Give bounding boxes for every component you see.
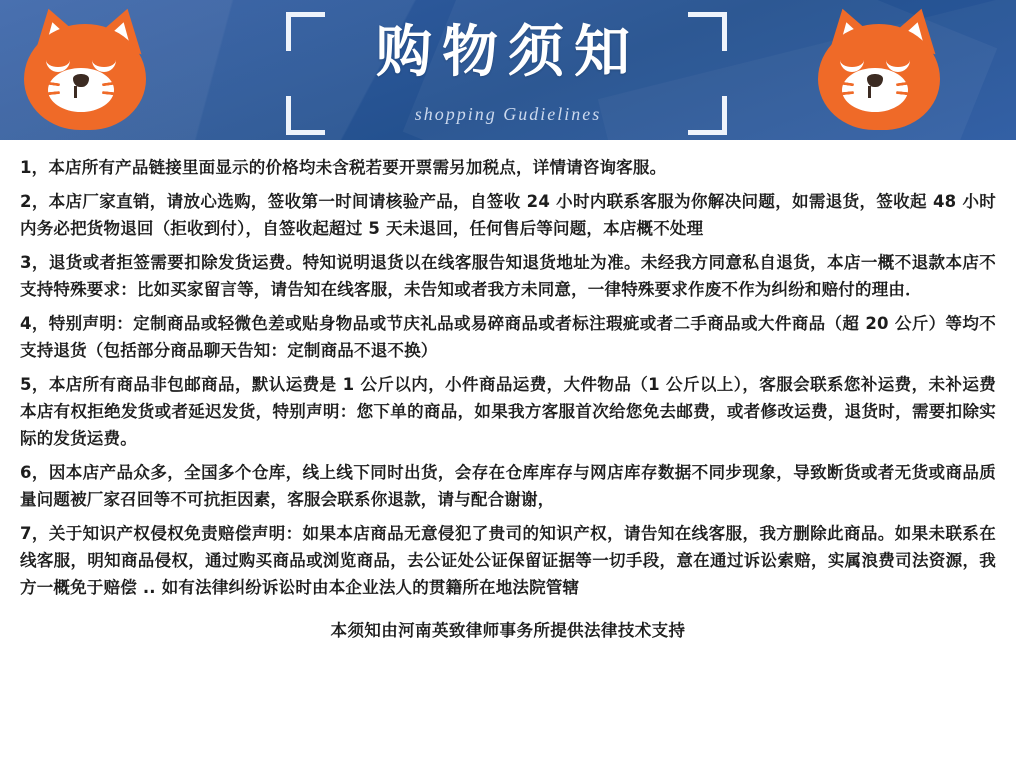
rules-list — [0, 140, 1016, 641]
list-item: 3，退货或者拒签需要扣除发货运费。特知说明退货以在线客服告知退货地址为准。未经我方同意私自退货，本店一概不退款本店不支持特殊要求：比如买家留言等，请告知在线客服，未告知或者我方未同意，一律特殊要求作废不作为纠纷和赔付的理由． — [20, 253, 996, 299]
list-item: 2，本店厂家直销，请放心选购，签收第一时间请核验产品，自签收 24 小时内联系客服为你解决问题，如需退货，签收起 48 小时内务必把货物退回（拒收到付），自签收起超过 5 天未退回，任何售后等问题，本店概不处理 — [20, 192, 996, 238]
list-item: 5，本店所有商品非包邮商品，默认运费是 1 公斤以内，小件商品运费，大件物品（1 公斤以上），客服会联系您补运费，未补运费本店有权拒绝发货或者延迟发货，特别声明：您下单的商品，如果我方客服首次给您免去邮费，或者修改运费，退货时，需要扣除实际的发货运费。 — [20, 375, 996, 448]
legal-support-note: 本须知由河南英致律师事务所提供法律技术支持 — [330, 621, 686, 640]
cat-mouth-icon — [74, 86, 91, 98]
list-item: 6，因本店产品众多，全国多个仓库，线上线下同时出货，会存在仓库库存与网店库存数据不同步现象，导致断货或者无货或商品质量问题被厂家召回等不可抗拒因素，客服会联系你退款，请与配合谢谢， — [20, 463, 996, 509]
page-title: 购物须知 — [376, 20, 640, 85]
list-item: 4，特别声明：定制商品或轻微色差或贴身物品或节庆礼品或易碎商品或者标注瑕疵或者二手商品或大件商品（超 20 公斤）等均不支持退货（包括部分商品聊天告知：定制商品不退不换） — [20, 314, 996, 360]
list-item: 1，本店所有产品链接里面显示的价格均未含税若要开票需另加税点，详情请咨询客服。 — [20, 158, 667, 177]
cat-mouth-icon — [868, 86, 885, 98]
list-item: 7，关于知识产权侵权免责赔偿声明：如果本店商品无意侵犯了贵司的知识产权，请告知在线客服，我方删除此商品。如果未联系在线客服，明知商品侵权，通过购买商品或浏览商品，去公证处公证保留证据等一切手段，意在通过诉讼索赔，实属浪费司法资源，我方一概免于赔偿 .. 如有法律纠纷诉讼时由本企业法人的贯籍所在地法院管辖 — [20, 524, 996, 597]
page-subtitle: shopping Gudielines — [414, 104, 602, 124]
page-banner — [0, 0, 1016, 140]
